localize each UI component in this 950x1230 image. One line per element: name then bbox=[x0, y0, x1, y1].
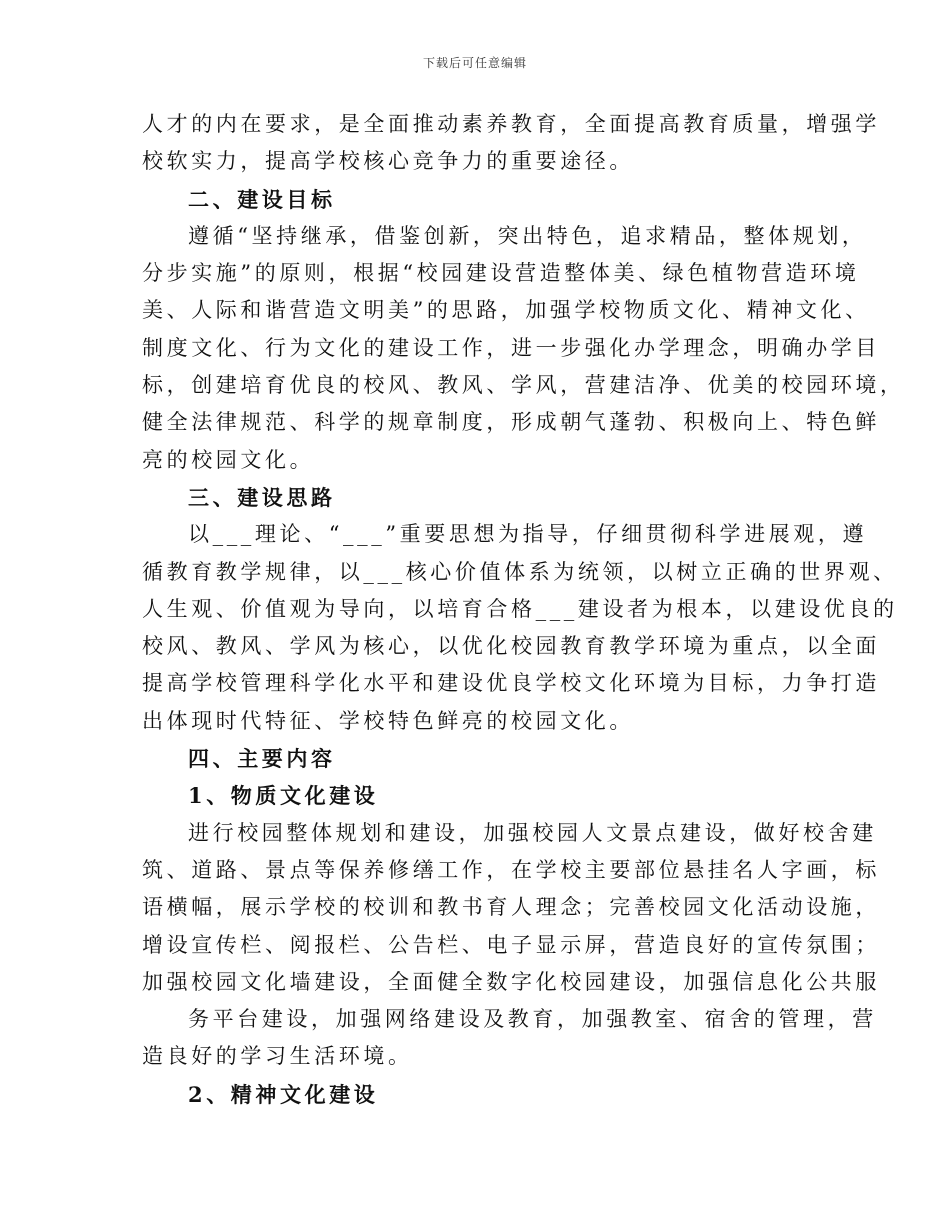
paragraph-line: 加强校园文化墙建设，全面健全数字化校园建设，加强信息化公共服 bbox=[142, 969, 880, 994]
paragraph-line: 筑、道路、景点等保养修缮工作，在学校主要部位悬挂名人字画，标 bbox=[142, 857, 880, 882]
paragraph-line: 校软实力，提高学校核心竞争力的重要途径。 bbox=[142, 149, 634, 174]
paragraph-line: 出体现时代特征、学校特色鲜亮的校园文化。 bbox=[142, 708, 634, 733]
document-body bbox=[142, 106, 905, 1113]
paragraph-line: 校风、教风、学风为核心，以优化校园教育教学环境为重点，以全面 bbox=[142, 634, 880, 659]
section-heading: 1、物质文化建设 bbox=[188, 783, 379, 809]
paragraph-line: 提高学校管理科学化水平和建设优良学校文化环境为目标，力争打造 bbox=[142, 671, 880, 696]
paragraph-line: 造良好的学习生活环境。 bbox=[142, 1044, 413, 1069]
paragraph-line: 人生观、价值观为导向，以培育合格___建设者为根本，以建设优良的 bbox=[142, 596, 898, 621]
section-heading: 四、主要内容 bbox=[188, 746, 336, 772]
paragraph-line: 务平台建设，加强网络建设及教育，加强教室、宿舍的管理，营 bbox=[188, 1007, 877, 1032]
paragraph-line: 健全法律规范、科学的规章制度，形成朝气蓬勃、积极向上、特色鲜 bbox=[142, 410, 880, 435]
paragraph-line: 语横幅，展示学校的校训和教书育人理念；完善校园文化活动设施， bbox=[142, 895, 880, 920]
paragraph-line: 美、人际和谐营造文明美”的思路，加强学校物质文化、精神文化、 bbox=[142, 298, 870, 323]
paragraph-line: 亮的校园文化。 bbox=[142, 447, 315, 472]
paragraph-line: 进行校园整体规划和建设，加强校园人文景点建设，做好校舍建 bbox=[188, 820, 877, 845]
paragraph-line: 分步实施”的原则，根据“校园建设营造整体美、绿色植物营造环境 bbox=[142, 261, 860, 286]
paragraph-line: 标，创建培育优良的校风、教风、学风，营建洁净、优美的校园环境， bbox=[142, 373, 905, 398]
paragraph-line: 循教育教学规律，以___核心价值体系为统领，以树立正确的世界观、 bbox=[142, 559, 898, 584]
section-heading: 三、建设思路 bbox=[188, 484, 336, 510]
paragraph-line: 制度文化、行为文化的建设工作，进一步强化办学理念，明确办学目 bbox=[142, 335, 880, 360]
section-heading: 二、建设目标 bbox=[188, 186, 336, 212]
paragraph-line: 遵循“坚持继承，借鉴创新，突出特色，追求精品，整体规划， bbox=[188, 223, 867, 248]
paragraph-line: 以___理论、“___”重要思想为指导，仔细贯彻科学进展观，遵 bbox=[188, 522, 868, 547]
paragraph-line: 增设宣传栏、阅报栏、公告栏、电子显示屏，营造良好的宣传氛围； bbox=[142, 932, 880, 957]
paragraph-line: 人才的内在要求，是全面推动素养教育，全面提高教育质量，增强学 bbox=[142, 112, 880, 136]
page-header: 下载后可任意编辑 bbox=[422, 56, 527, 70]
section-heading: 2、精神文化建设 bbox=[188, 1081, 379, 1107]
